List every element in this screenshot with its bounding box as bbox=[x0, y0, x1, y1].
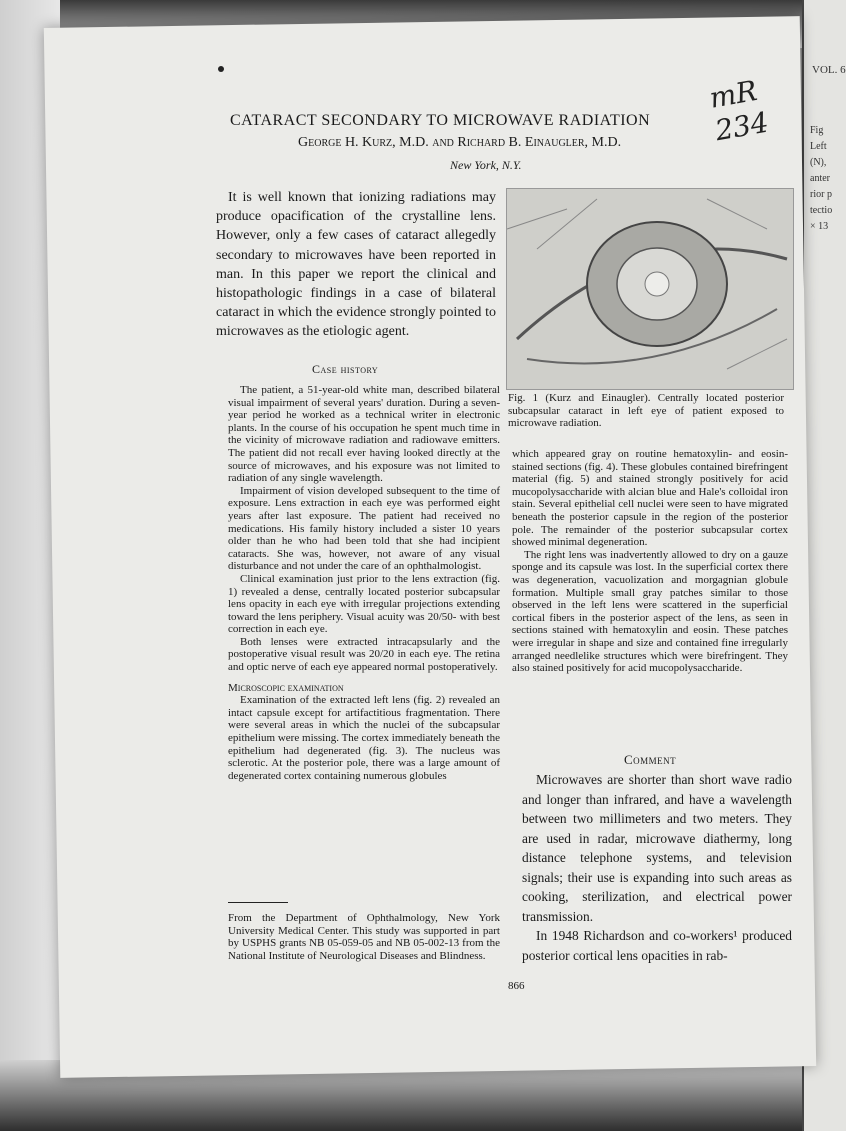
case-history-paragraph: Both lenses were extracted intracapsularly and the postoperative visual result was 20/20 in each eye. The retina and optic nerve of each eye appeared normal postoperatively. bbox=[228, 635, 500, 674]
footnote: From the Department of Ophthalmology, New York University Medical Center. This study was supported in part by USPHS grants NB 05-059-05 and NB 05-002-13 from the National Institute of Neurological Diseases and Blindness. bbox=[228, 912, 500, 962]
case-history-paragraph: The patient, a 51-year-old white man, described bilateral visual impairment of several years' duration. During a seven-year period he worked as a technical writer in electronic plants. In the course of his occupation he spent much time in the vicinity of microwave radiation and radiowave emitters. The patient did not recall ever having looked directly at the source of microwaves, and his exposure was not limited to radiation of any single wavelength. bbox=[228, 384, 500, 485]
microscopic-paragraph: Examination of the extracted left lens (fig. 2) revealed an intact capsule except for artifactitious fragmentation. There were several areas in which the nuclei of the subcapsular epithelium were missing. The cortex immediately beneath the epithelium had degenerated (fig. 3). The nucleus was sclerotic. At the posterior pole, there was a large amount of degenerated cortex containing numerous globules bbox=[228, 694, 500, 782]
comment-heading: Comment bbox=[624, 752, 677, 767]
case-history-paragraph: Clinical examination just prior to the lens extraction (fig. 1) revealed a dense, centrally located posterior subcapsular lens opacity in each eye with irregular projections extending toward the lens periphery. Visual acuity was 20/50- with best correction in each eye. bbox=[228, 572, 500, 636]
margin-fragment: anter bbox=[810, 173, 830, 184]
article-title: CATARACT SECONDARY TO MICROWAVE RADIATION bbox=[230, 112, 651, 129]
comment-paragraph: In 1948 Richardson and co-workers¹ produced posterior cortical lens opacities in rab- bbox=[522, 928, 792, 963]
footnote-rule bbox=[228, 902, 288, 903]
intro-text: It is well known that ionizing radiations may produce opacification of the crystalline lens. However, only a few cases of cataract allegedly secondary to microwaves have been reported in man. In this paper we report the clinical and histopathologic findings in a case of bilateral cataract in which the evidence strongly pointed to microwaves as the etiologic agent. bbox=[216, 190, 496, 340]
volume-label: VOL. 6 bbox=[812, 64, 846, 76]
handwritten-annotation: mR 234 bbox=[706, 74, 772, 148]
ink-speck bbox=[218, 66, 224, 72]
case-history-heading: Case history bbox=[312, 362, 379, 376]
page-number: 866 bbox=[508, 980, 525, 992]
results-paragraph: The right lens was inadvertently allowed to dry on a gauze sponge and its capsule was lost. In the superficial cortex there was degeneration, vacuolization and morgagnian globule formation. Multiple small gray patches similar to those observed in the left lens were scattered in the superficial cortical fibers in the posterior aspect of the lens, as seen in sections stained with hematoxylin and eosin. These patches were irregular in shape and size and contained fine irregularly arranged needlelike structures which were birefringent. They also stained positively for acid mucopolysaccharide. bbox=[512, 548, 788, 675]
left-column bbox=[228, 384, 500, 782]
eye-illustration bbox=[507, 189, 793, 389]
margin-fragment: (N), bbox=[810, 157, 827, 168]
article-location: New York, N.Y. bbox=[450, 158, 522, 172]
comment-paragraph: Microwaves are shorter than short wave radio and longer than infrared, and have a wavelength between two millimeters and two meters. They are used in radar, microwave diathermy, long distance telephone systems, and television signals; their use is expanding into such areas as cooking, sterilization, and electrical power transmission. bbox=[522, 772, 792, 924]
comment-section bbox=[522, 770, 792, 965]
margin-fragment: tectio bbox=[810, 205, 833, 216]
microscopic-heading: Microscopic examination bbox=[228, 681, 344, 694]
figure-1-eye-photo bbox=[506, 188, 794, 390]
case-history-paragraph: Impairment of vision developed subsequent to the time of exposure. Lens extraction in each eye was performed eight years after last exposure. The patient had received no medications. His family history included a sister 10 years older than he who had been told that she had incipient cataracts. She was, however, not aware of any visual disturbance and not under the care of an ophthalmologist. bbox=[228, 484, 500, 573]
figure-1-caption: Fig. 1 (Kurz and Einaugler). Centrally located posterior subcapsular cataract in left eye of patient exposed to microwave radiation. bbox=[508, 392, 784, 429]
margin-fragment: Fig bbox=[810, 125, 824, 136]
intro-paragraph bbox=[216, 188, 496, 342]
margin-fragment: × 13 bbox=[810, 221, 829, 232]
right-column bbox=[512, 448, 788, 675]
results-paragraph: which appeared gray on routine hematoxylin- and eosin-stained sections (fig. 4). These globules contained birefringent material (fig. 5) and stained strongly positively for acid mucopolysaccharide with alcian blue and Hale's colloidal iron stain. Several epithelial cell nuclei were seen to have migrated beneath the posterior capsule in the region of the posterior pole. The remainder of the posterior subcapsular cortex showed minimal degeneration. bbox=[512, 448, 788, 549]
margin-fragment: Left bbox=[810, 141, 827, 152]
margin-fragment: rior p bbox=[810, 189, 832, 200]
article-authors: George H. Kurz, M.D. and Richard B. Einaugler, M.D. bbox=[298, 135, 622, 150]
